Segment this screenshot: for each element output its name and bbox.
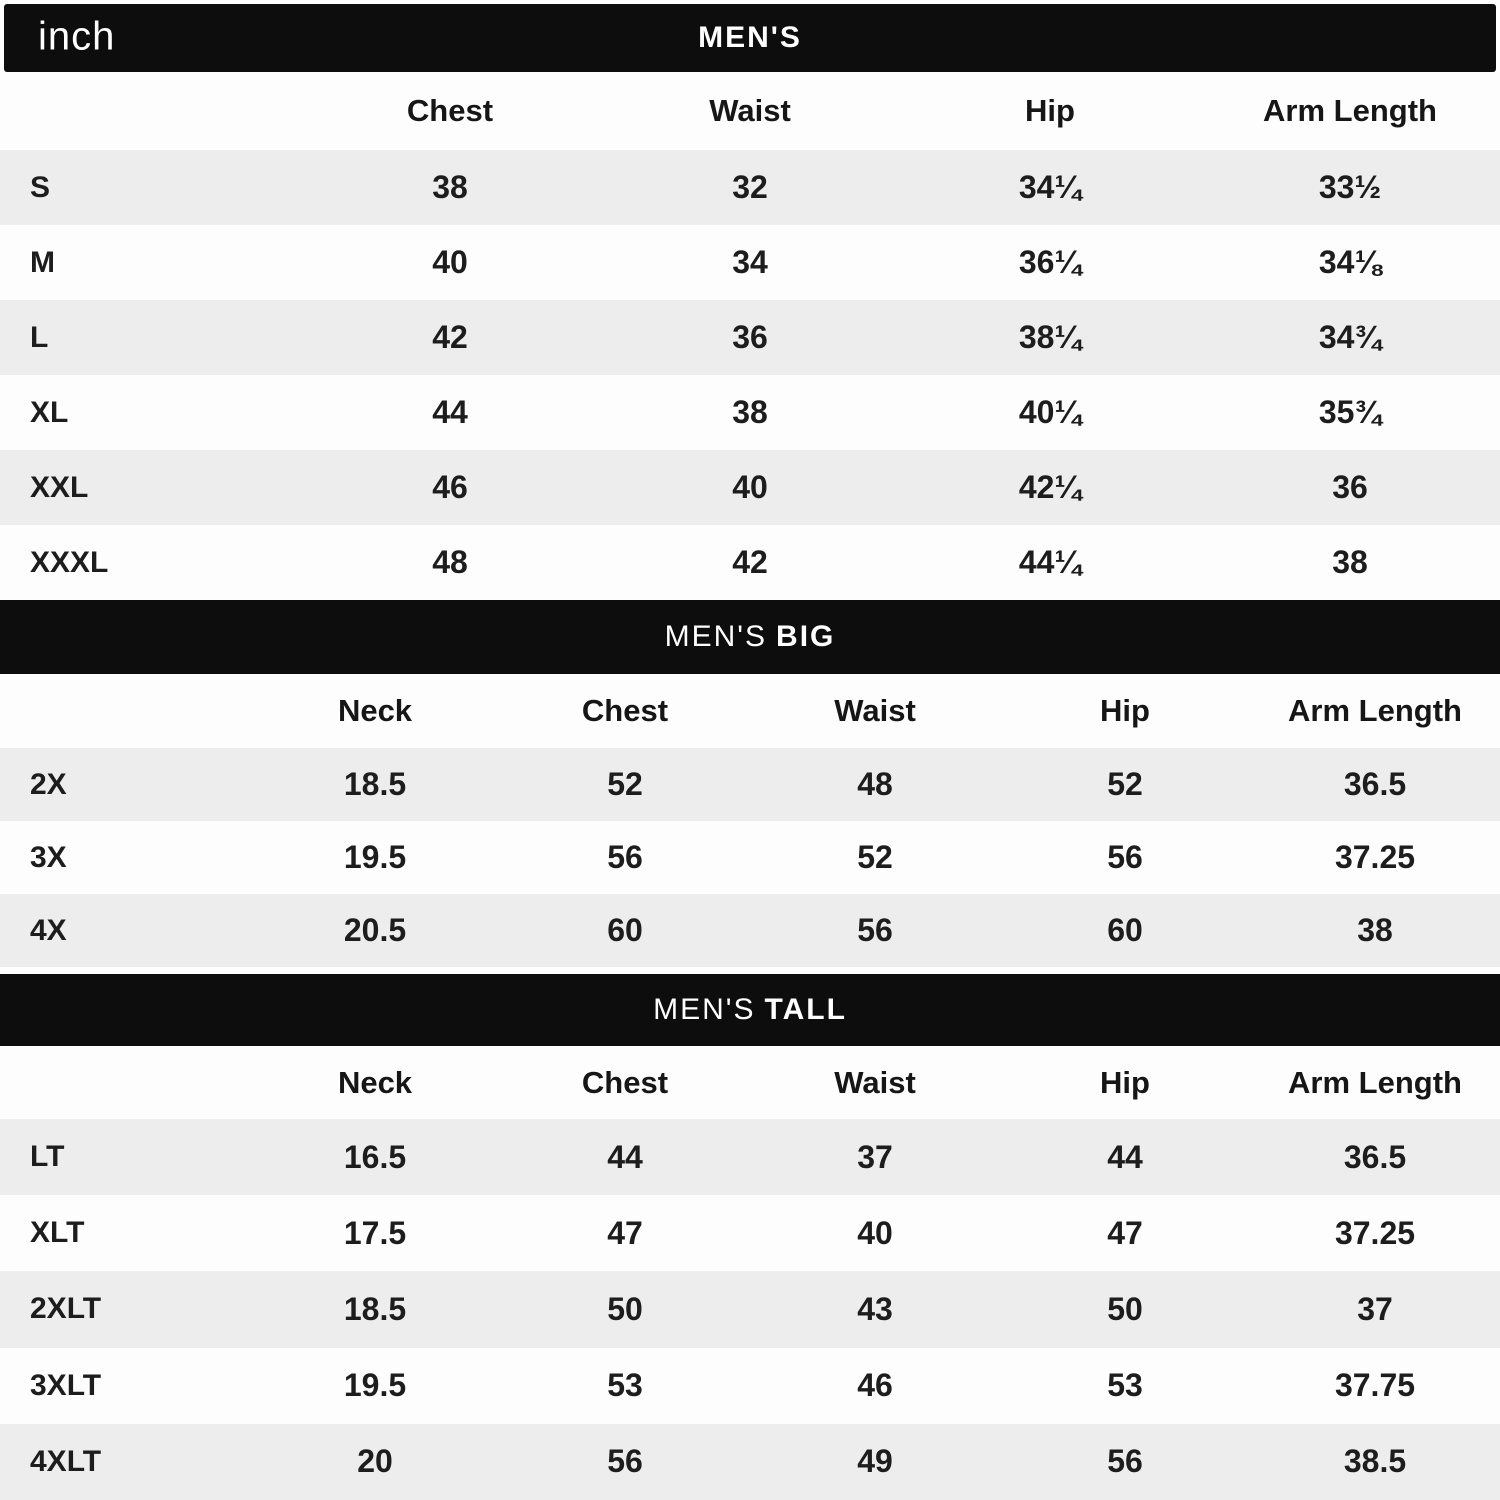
size-cell: 3XLT	[30, 1368, 102, 1402]
table-row	[0, 894, 1500, 967]
value-cell: 18.5	[343, 766, 407, 802]
value-cell: 43	[857, 1290, 893, 1327]
size-cell: M	[30, 245, 55, 279]
table-row	[0, 748, 1500, 821]
value-cell: 44	[432, 394, 468, 430]
value-cell: 20.5	[343, 912, 407, 948]
value-cell: 34⅛	[1318, 244, 1382, 280]
value-cell: 52	[607, 766, 643, 802]
value-cell: 53	[1107, 1367, 1143, 1404]
value-cell: 32	[732, 169, 768, 205]
column-header-size	[0, 1046, 250, 1119]
column-header-arm-length: Arm Length	[1288, 1064, 1462, 1100]
value-cell: 53	[607, 1367, 643, 1404]
value-cell: 37.25	[1334, 1214, 1416, 1251]
value-cell: 40	[857, 1214, 893, 1251]
section-mens	[0, 0, 1500, 600]
table-row	[0, 1271, 1500, 1347]
value-cell: 46	[857, 1367, 893, 1404]
section-mens-tall	[0, 967, 1500, 1500]
table-row	[0, 450, 1500, 525]
value-cell: 56	[607, 839, 643, 875]
value-cell: 36	[1332, 469, 1368, 505]
value-cell: 34¾	[1318, 319, 1382, 355]
value-cell: 37	[1357, 1290, 1393, 1327]
table-row	[0, 150, 1500, 225]
value-cell: 42	[732, 544, 768, 580]
value-cell: 36¼	[1018, 244, 1082, 280]
value-cell: 36	[732, 319, 768, 355]
table-header-row	[0, 72, 1500, 150]
table-row	[0, 300, 1500, 375]
value-cell: 52	[857, 839, 893, 875]
unit-label: inch	[38, 14, 116, 59]
table-row	[0, 1424, 1500, 1500]
column-header-chest: Chest	[581, 693, 669, 728]
table-body-mens	[0, 150, 1500, 600]
value-cell: 56	[607, 1443, 643, 1480]
value-cell: 38.5	[1343, 1443, 1407, 1480]
value-cell: 46	[432, 469, 468, 505]
section-title-bar-mens-big	[0, 600, 1500, 674]
column-header-waist: Waist	[834, 693, 916, 728]
value-cell: 34¼	[1018, 169, 1082, 205]
value-cell: 35¾	[1318, 394, 1382, 430]
section-title-prefix: MEN'S	[664, 620, 768, 653]
value-cell: 60	[1107, 912, 1143, 948]
column-header-hip: Hip	[1100, 693, 1150, 728]
value-cell: 40¼	[1018, 394, 1082, 430]
value-cell: 38	[432, 169, 468, 205]
value-cell: 38¼	[1018, 319, 1082, 355]
column-header-arm-length: Arm Length	[1288, 693, 1462, 728]
value-cell: 19.5	[343, 839, 407, 875]
value-cell: 56	[857, 912, 893, 948]
table-body-mens-tall	[0, 1119, 1500, 1500]
table-row	[0, 1195, 1500, 1271]
table-row	[0, 1119, 1500, 1195]
value-cell: 40	[432, 244, 468, 280]
column-header-neck: Neck	[337, 693, 413, 728]
size-cell: 2XLT	[30, 1292, 102, 1326]
size-cell: 2X	[30, 767, 67, 801]
size-cell: 4X	[30, 913, 67, 947]
value-cell: 47	[607, 1214, 643, 1251]
size-cell: XLT	[30, 1216, 85, 1250]
size-cell: 3X	[30, 840, 67, 874]
table-header-row	[0, 1046, 1500, 1119]
value-cell: 49	[857, 1443, 893, 1480]
size-cell: S	[30, 170, 51, 204]
value-cell: 18.5	[343, 1290, 407, 1327]
value-cell: 44¼	[1018, 544, 1082, 580]
section-title	[698, 21, 802, 55]
column-header-hip: Hip	[1025, 93, 1075, 128]
table-row	[0, 525, 1500, 600]
value-cell: 38	[1357, 912, 1393, 948]
column-header-arm-length: Arm Length	[1263, 93, 1437, 128]
column-header-chest: Chest	[581, 1064, 669, 1100]
value-cell: 50	[607, 1290, 643, 1327]
column-header-waist: Waist	[709, 93, 791, 128]
value-cell: 20	[357, 1443, 393, 1480]
section-title	[665, 620, 836, 654]
section-title-main: BIG	[776, 620, 836, 653]
value-cell: 36.5	[1343, 766, 1407, 802]
value-cell: 40	[732, 469, 768, 505]
size-cell: LT	[30, 1140, 65, 1174]
table-row	[0, 1348, 1500, 1424]
value-cell: 17.5	[343, 1214, 407, 1251]
value-cell: 42	[432, 319, 468, 355]
column-header-waist: Waist	[834, 1064, 916, 1100]
value-cell: 42¼	[1018, 469, 1082, 505]
section-title-main: MEN'S	[698, 21, 802, 54]
column-header-size	[0, 72, 300, 150]
value-cell: 36.5	[1343, 1138, 1407, 1175]
size-cell: XXXL	[30, 545, 109, 579]
value-cell: 19.5	[343, 1367, 407, 1404]
value-cell: 38	[732, 394, 768, 430]
value-cell: 37.75	[1334, 1367, 1416, 1404]
size-cell: XXL	[30, 470, 89, 504]
section-mens-big	[0, 600, 1500, 967]
value-cell: 47	[1107, 1214, 1143, 1251]
section-title-bar-mens-tall	[0, 974, 1500, 1046]
value-cell: 48	[857, 766, 893, 802]
value-cell: 37.25	[1334, 839, 1416, 875]
value-cell: 34	[732, 244, 768, 280]
value-cell: 56	[1107, 839, 1143, 875]
section-title-main: TALL	[764, 993, 847, 1026]
value-cell: 44	[607, 1138, 643, 1175]
value-cell: 33½	[1318, 169, 1382, 205]
table-row	[0, 225, 1500, 300]
section-title	[653, 993, 847, 1027]
value-cell: 37	[857, 1138, 893, 1175]
size-cell: 4XLT	[30, 1444, 102, 1478]
column-header-size	[0, 674, 250, 748]
column-header-chest: Chest	[406, 93, 494, 128]
column-header-hip: Hip	[1100, 1064, 1150, 1100]
column-header-neck: Neck	[337, 1064, 413, 1100]
value-cell: 56	[1107, 1443, 1143, 1480]
value-cell: 16.5	[343, 1138, 407, 1175]
section-title-bar-mens	[4, 4, 1496, 72]
table-row	[0, 821, 1500, 894]
size-cell: XL	[30, 395, 69, 429]
table-header-row	[0, 674, 1500, 748]
section-title-prefix: MEN'S	[653, 993, 756, 1026]
value-cell: 60	[607, 912, 643, 948]
value-cell: 44	[1107, 1138, 1143, 1175]
value-cell: 48	[432, 544, 468, 580]
size-cell: L	[30, 320, 49, 354]
table-body-mens-big	[0, 748, 1500, 967]
value-cell: 50	[1107, 1290, 1143, 1327]
value-cell: 38	[1332, 544, 1368, 580]
value-cell: 52	[1107, 766, 1143, 802]
table-row	[0, 375, 1500, 450]
